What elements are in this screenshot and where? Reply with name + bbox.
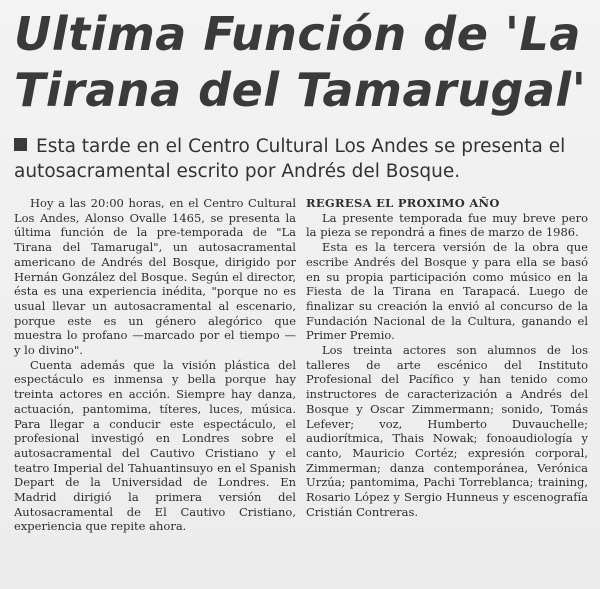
right-paragraph-1: La presente temporada fue muy breve pero la pieza se repondrá a fines de marzo de 1986.: [306, 210, 588, 240]
right-column: [306, 196, 588, 519]
right-paragraph-2: Esta es la tercera versión de la obra que escribe Andrés del Bosque y para ella se basó en su propia participación como músico en la Fiesta de la Tirana en Tarapacá. Luego de finalizar su creación la envió al concurso de la Fundación Nacional de la Cultura, ganando el Primer Premio.: [306, 240, 588, 343]
square-bullet-icon: [14, 138, 27, 151]
right-paragraph-3: Los treinta actores son alumnos de los talleres de arte escénico del Instituto Profesional del Pacífico y han tenido como instructores de caracterización a Andrés del Bosque y Oscar Zimmermann; sonido, Tomás Lefever; voz, Humberto Duvauchelle; audiorítmica, Thais Nowak; fonoaudiología y canto, Mauricio Cortéz; expresión corporal, Zimmerman; danza contemporánea, Verónica Urzúa; pantomima, Pachi Torreblanca; training, Rosario López y Sergio Hunneus y escenografía Cristián Contreras.: [306, 343, 588, 519]
subheadline-text: Esta tarde en el Centro Cultural Los Andes se presenta el autosacramental escrito por Andrés del Bosque.: [14, 136, 566, 182]
article-subheadline: [14, 134, 589, 184]
left-paragraph-1: Hoy a las 20:00 horas, en el Centro Cultural Los Andes, Alonso Ovalle 1465, se presenta la última función de la pre-temporada de "La Tirana del Tamarugal", un autosacramental americano de Andrés del Bosque, dirigido por Hernán González del Bosque. Según el director, ésta es una experiencia inédita, "porque no es usual llevar un autosacramental al escenario, porque este es un género alegórico que muestra lo profano —marcado por el tiempo — y lo divino".: [14, 196, 296, 358]
left-column: [14, 196, 296, 534]
article-headline: Ultima Función de 'La Tirana del Tamarugal': [14, 7, 587, 117]
left-paragraph-2: Cuenta además que la visión plástica del espectáculo es inmensa y bella porque hay treinta actores en acción. Siempre hay danza, actuación, pantomima, títeres, luces, música. Para llegar a conducir este espectáculo, el profesional investigó en Londres sobre el autosacramental del Cautivo Cristiano y el teatro Imperial del Tahuantinsuyo en el Spanish Depart de la Universidad de Londres. En Madrid dirigió la primera versión del Autosacramental de El Cautivo Cristiano, experiencia que repite ahora.: [14, 357, 296, 534]
section-subhead: REGRESA EL PROXIMO AÑO: [306, 196, 500, 210]
